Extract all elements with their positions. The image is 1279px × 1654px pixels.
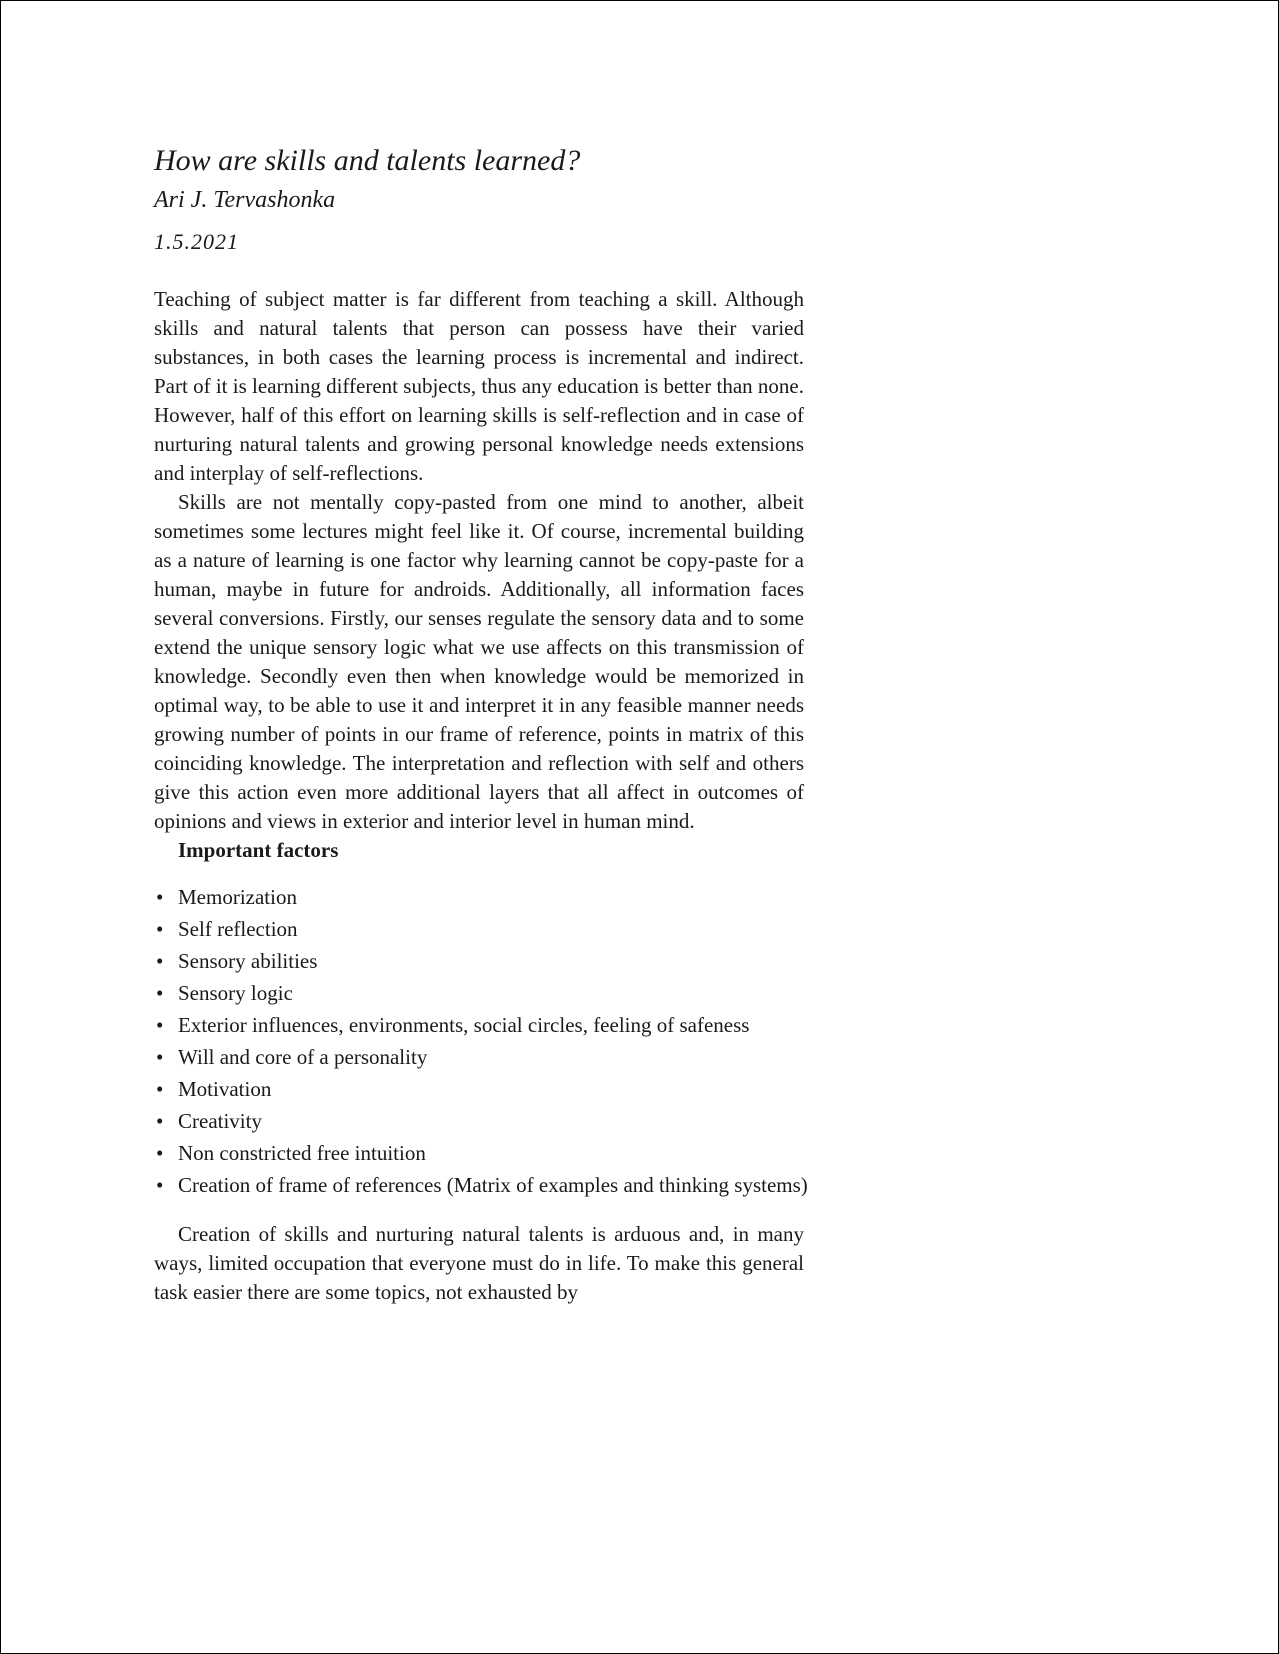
- document-title: How are skills and talents learned?: [154, 144, 581, 177]
- factor-label: Sensory abilities: [178, 949, 318, 973]
- list-item: [154, 883, 828, 912]
- factor-label: Creativity: [178, 1109, 262, 1133]
- bullet-icon: •: [156, 981, 164, 1005]
- list-item: [154, 1011, 828, 1040]
- bullet-icon: •: [156, 1077, 164, 1101]
- list-item: [154, 1107, 828, 1136]
- factor-label: Non constricted free intuition: [178, 1141, 426, 1165]
- factor-label: Creation of frame of references (Matrix of examples and thinking systems): [178, 1173, 808, 1197]
- factor-label: Will and core of a personality: [178, 1045, 428, 1069]
- list-item: [154, 915, 828, 944]
- bullet-icon: •: [156, 949, 164, 973]
- list-item: [154, 1139, 828, 1168]
- document-content: [154, 143, 808, 1307]
- factors-list: [154, 883, 808, 1200]
- list-item: [154, 1043, 828, 1072]
- paragraph-intro: Teaching of subject matter is far different from teaching a skill. Although skills and natural talents that person can possess have their varied substances, in both cases the learning process is incremental and indirect. Part of it is learning different subjects, thus any education is better than none. However, half of this effort on learning skills is self-reflection and in case of nurturing natural talents and growing personal knowledge needs extensions and interplay of self-reflections.: [154, 287, 804, 485]
- bullet-icon: •: [156, 885, 164, 909]
- paragraph-closing: Creation of skills and nurturing natural talents is arduous and, in many ways, limited occupation that everyone must do in life. To make this general task easier there are some topics, not exhausted by: [154, 1222, 804, 1304]
- list-item: [154, 979, 828, 1008]
- bullet-icon: •: [156, 917, 164, 941]
- document-author: Ari J. Tervashonka: [154, 187, 336, 213]
- factor-label: Memorization: [178, 885, 297, 909]
- factor-label: Self reflection: [178, 917, 298, 941]
- list-item: [154, 1075, 828, 1104]
- factor-label: Motivation: [178, 1077, 272, 1101]
- factor-label: Sensory logic: [178, 981, 293, 1005]
- paragraph-skills: Skills are not mentally copy-pasted from one mind to another, albeit sometimes some lectures might feel like it. Of course, incremental building as a nature of learning is one factor why learning cannot be copy-paste for a human, maybe in future for androids. Additionally, all information faces several conversions. Firstly, our senses regulate the sensory data and to some extend the unique sensory logic what we use affects on this transmission of knowledge. Secondly even then when knowledge would be memorized in optimal way, to be able to use it and interpret it in any feasible manner needs growing number of points in our frame of reference, points in matrix of this coinciding knowledge. The interpretation and reflection with self and others give this action even more additional layers that all affect in outcomes of opinions and views in exterior and interior level in human mind.: [154, 490, 804, 833]
- document-date: 1.5.2021: [154, 229, 239, 254]
- list-item: [154, 947, 828, 976]
- list-item: [154, 1171, 828, 1200]
- bullet-icon: •: [156, 1109, 164, 1133]
- factor-label: Exterior influences, environments, social circles, feeling of safeness: [178, 1013, 750, 1037]
- bullet-icon: •: [156, 1141, 164, 1165]
- bullet-icon: •: [156, 1045, 164, 1069]
- bullet-icon: •: [156, 1173, 164, 1197]
- bullet-icon: •: [156, 1013, 164, 1037]
- factors-heading: Important factors: [178, 838, 339, 862]
